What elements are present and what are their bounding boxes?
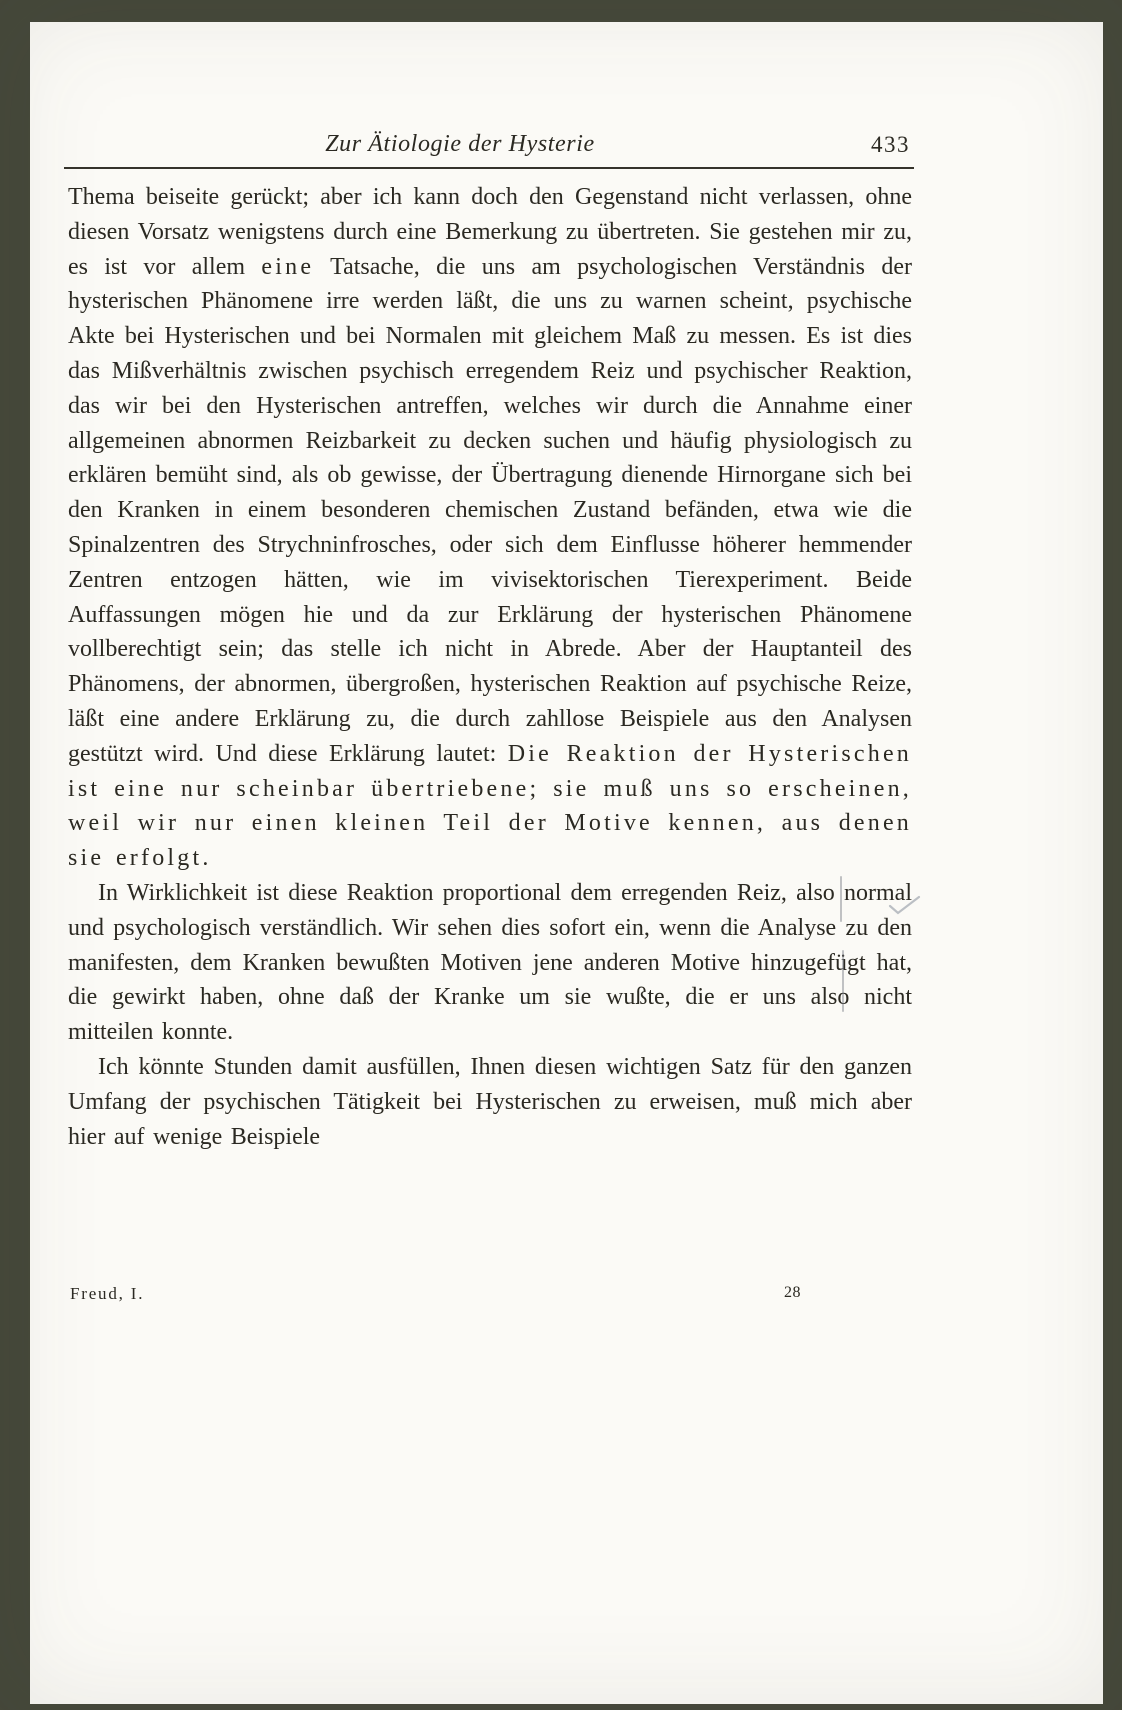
paragraph: [68, 1050, 912, 1154]
scan-border-left: [0, 0, 30, 1710]
text-segment: Thema beiseite gerückt; aber ich kann doch den Gegenstand nicht verlassen, ohne diesen Vorsatz wenigstens durch eine Bemerkung zu übertreten. Sie gestehen mir zu, es ist vor allem: [68, 184, 912, 280]
body-text: [68, 180, 912, 1154]
footer-author: Freud, I.: [70, 1284, 145, 1303]
scan-border-bottom: [0, 1704, 1122, 1710]
margin-check-mark: [888, 894, 922, 916]
paragraph: [68, 180, 912, 876]
emphasized-spaced-text: eine: [261, 253, 315, 280]
page-footer: [68, 1284, 912, 1308]
running-title: Zur Ätiologie der Hysterie: [325, 131, 595, 157]
header-rule: [64, 167, 914, 169]
paragraph: [68, 876, 912, 1050]
page-header: [68, 131, 912, 163]
text-segment: Tatsache, die uns am psychologischen Verständnis der hysterischen Phänomene irre werden läßt, die uns zu warnen scheint, psychische Akte bei Hysterischen und bei Normalen mit gleichem Maß zu messen. Es ist dies das Mißverhältnis zwischen psychisch erregendem Reiz und psychischer Reaktion, das wir bei den Hysterischen antreffen, welches wir durch die Annahme einer allgemeinen abnormen Reizbarkeit zu decken suchen und häufig physiologisch zu erklären bemüht sind, als ob gewisse, der Übertragung dienende Hirnorgane sich bei den Kranken in einem besonderen chemischen Zustand befänden, etwa wie die Spinalzentren des Strychninfrosches, oder sich dem Einflusse höherer hemmender Zentren entzogen hätten, wie im vivisektorischen Tierexperiment. Beide Auffassungen mögen hie und da zur Erklärung der hysterischen Phänomene vollberechtigt sein; das stelle ich nicht in Abrede. Aber der Hauptanteil des Phänomens, der abnormen, übergroßen, hysterischen Reaktion auf psychische Reize, läßt eine andere Erklärung zu, die durch zahllose Beispiele aus den Analysen gestützt wird. Und diese Erklärung lautet:: [68, 253, 912, 767]
text-segment: In Wirklichkeit ist diese Reaktion proportional dem erregenden Reiz, also normal und psychologisch verständlich. Wir sehen dies sofort ein, wenn die Analyse zu den manifesten, dem Kranken bewußten Motiven jene anderen Motive hinzugefügt hat, die gewirkt haben, ohne daß der Kranke um sie wußte, die er uns also nicht mitteilen konnte.: [68, 879, 912, 1046]
margin-pencil-line: [842, 950, 844, 1012]
margin-pencil-line: [840, 876, 842, 922]
emphasized-spaced-text: Die Reaktion der Hysterischen ist eine nur scheinbar übertriebene; sie muß uns so erscheinen, weil wir nur einen kleinen Teil der Motive kennen, aus denen sie erfolgt.: [68, 740, 913, 872]
sheet-signature-number: 28: [784, 1284, 801, 1301]
scan-border-top: [0, 0, 1122, 22]
scan-border-right: [1103, 0, 1122, 1710]
text-segment: Ich könnte Stunden damit ausfüllen, Ihnen diesen wichtigen Satz für den ganzen Umfang der psychischen Tätigkeit bei Hysterischen zu erweisen, muß mich aber hier auf wenige Beispiele: [68, 1053, 912, 1150]
page-number: 433: [871, 132, 910, 157]
